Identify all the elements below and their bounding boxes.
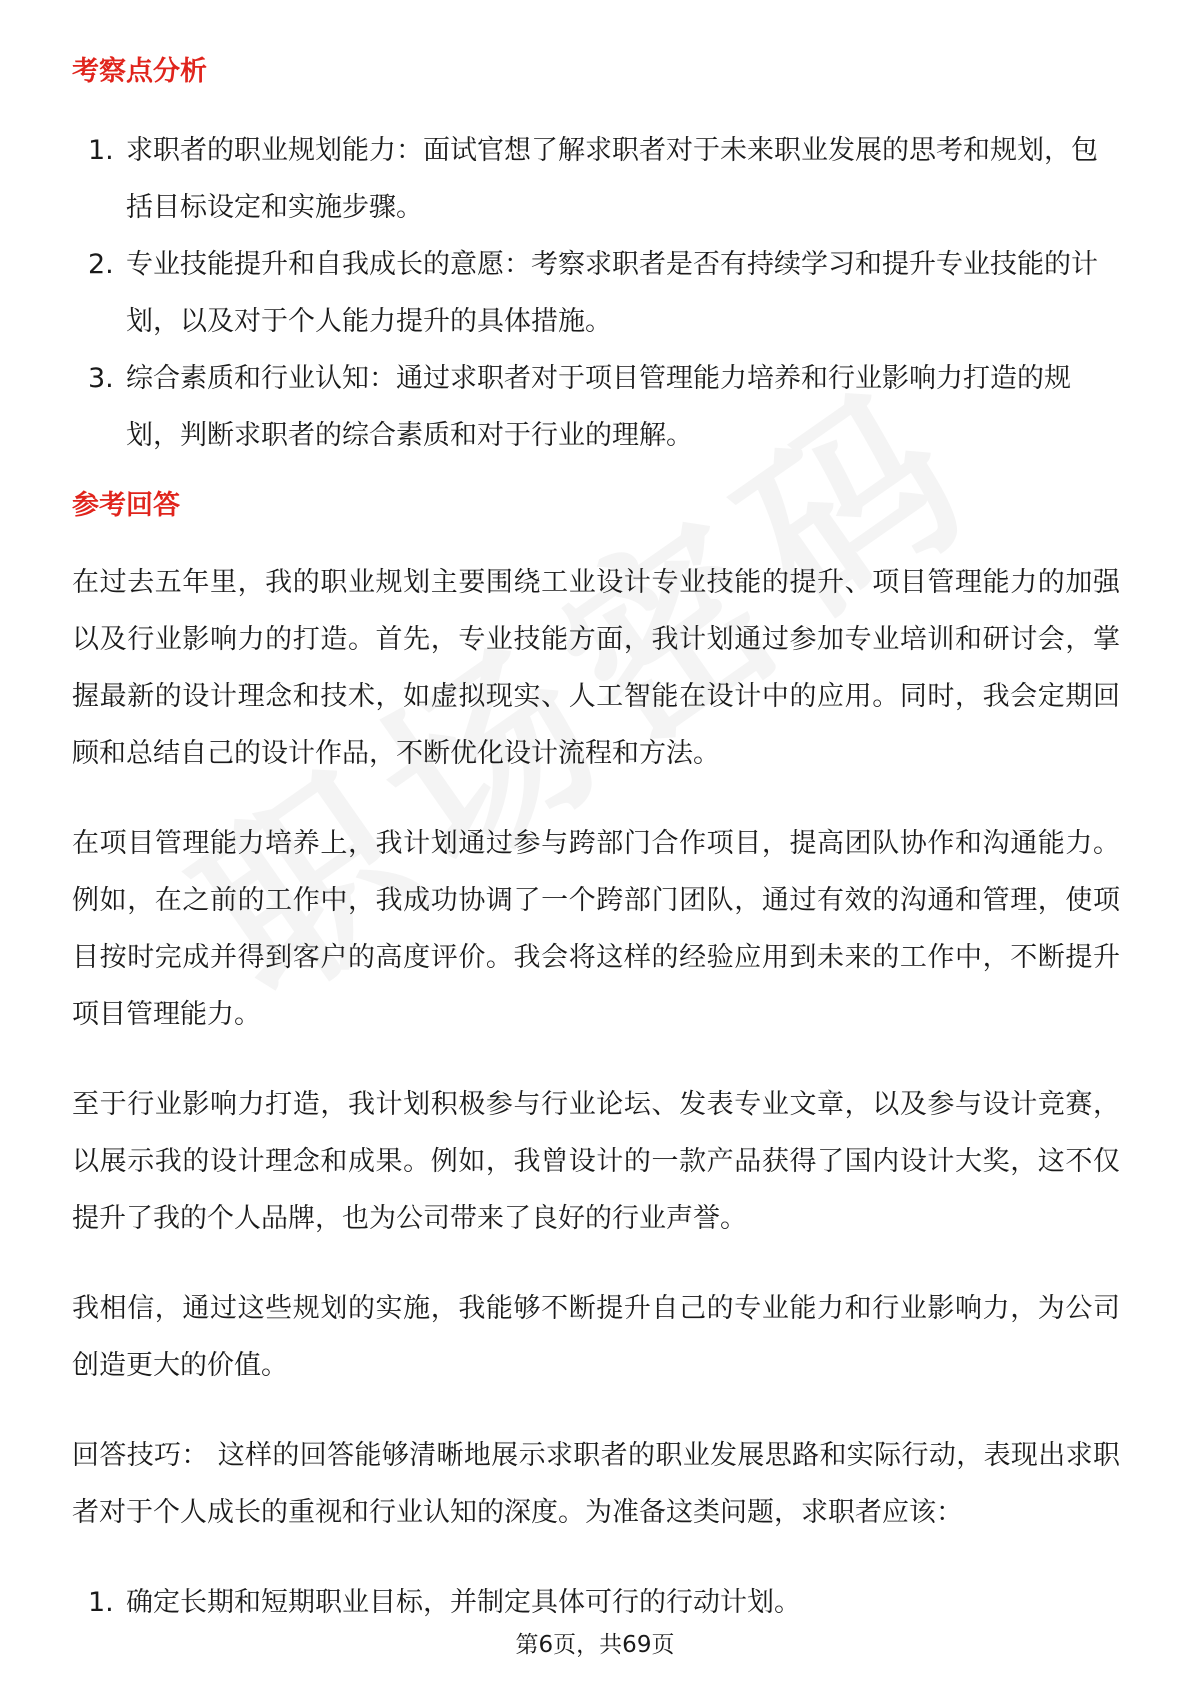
answer-paragraph: 我相信，通过这些规划的实施，我能够不断提升自己的专业能力和行业影响力，为公司创造更大的价值。 (72, 1293, 1120, 1381)
list-item (72, 236, 1120, 350)
answer-paragraph: 至于行业影响力打造，我计划积极参与行业论坛、发表专业文章，以及参与设计竞赛，以展示我的设计理念和成果。例如，我曾设计的一款产品获得了国内设计大奖，这不仅提升了我的个人品牌，也为公司带来了良好的行业声誉。 (72, 1089, 1120, 1234)
answer-paragraph: 在项目管理能力培养上，我计划通过参与跨部门合作项目，提高团队协作和沟通能力。例如，在之前的工作中，我成功协调了一个跨部门团队，通过有效的沟通和管理，使项目按时完成并得到客户的高度评价。我会将这样的经验应用到未来的工作中，不断提升项目管理能力。 (72, 828, 1120, 1030)
section-title-analysis: 考察点分析 (72, 56, 207, 87)
answer-tips-paragraph: 回答技巧： 这样的回答能够清晰地展示求职者的职业发展思路和实际行动，表现出求职者对于个人成长的重视和行业认知的深度。为准备这类问题，求职者应该： (72, 1440, 1120, 1528)
list-item-text: 求职者的职业规划能力：面试官想了解求职者对于未来职业发展的思考和规划，包括目标设定和实施步骤。 (126, 135, 1098, 223)
page-content (72, 48, 1120, 1631)
tips-list (72, 1574, 1120, 1631)
answer-paragraph: 在过去五年里，我的职业规划主要围绕工业设计专业技能的提升、项目管理能力的加强以及行业影响力的打造。首先，专业技能方面，我计划通过参加专业培训和研讨会，掌握最新的设计理念和技术，如虚拟现实、人工智能在设计中的应用。同时，我会定期回顾和总结自己的设计作品，不断优化设计流程和方法。 (72, 567, 1120, 769)
section-title-answer: 参考回答 (72, 490, 180, 521)
analysis-list (72, 122, 1120, 464)
list-item-text: 确定长期和短期职业目标，并制定具体可行的行动计划。 (126, 1587, 801, 1618)
list-item-number: 2. (88, 249, 114, 280)
list-item-number: 3. (88, 363, 114, 394)
list-item (72, 122, 1120, 236)
list-item-text: 专业技能提升和自我成长的意愿：考察求职者是否有持续学习和提升专业技能的计划，以及对于个人能力提升的具体措施。 (126, 249, 1098, 337)
list-item (72, 1574, 1120, 1631)
list-item-number: 1. (88, 135, 114, 166)
list-item-number: 1. (88, 1587, 114, 1618)
page-footer: 第6页，共69页 (515, 1632, 675, 1658)
list-item (72, 350, 1120, 464)
list-item-text: 综合素质和行业认知：通过求职者对于项目管理能力培养和行业影响力打造的规划，判断求职者的综合素质和对于行业的理解。 (126, 363, 1071, 451)
